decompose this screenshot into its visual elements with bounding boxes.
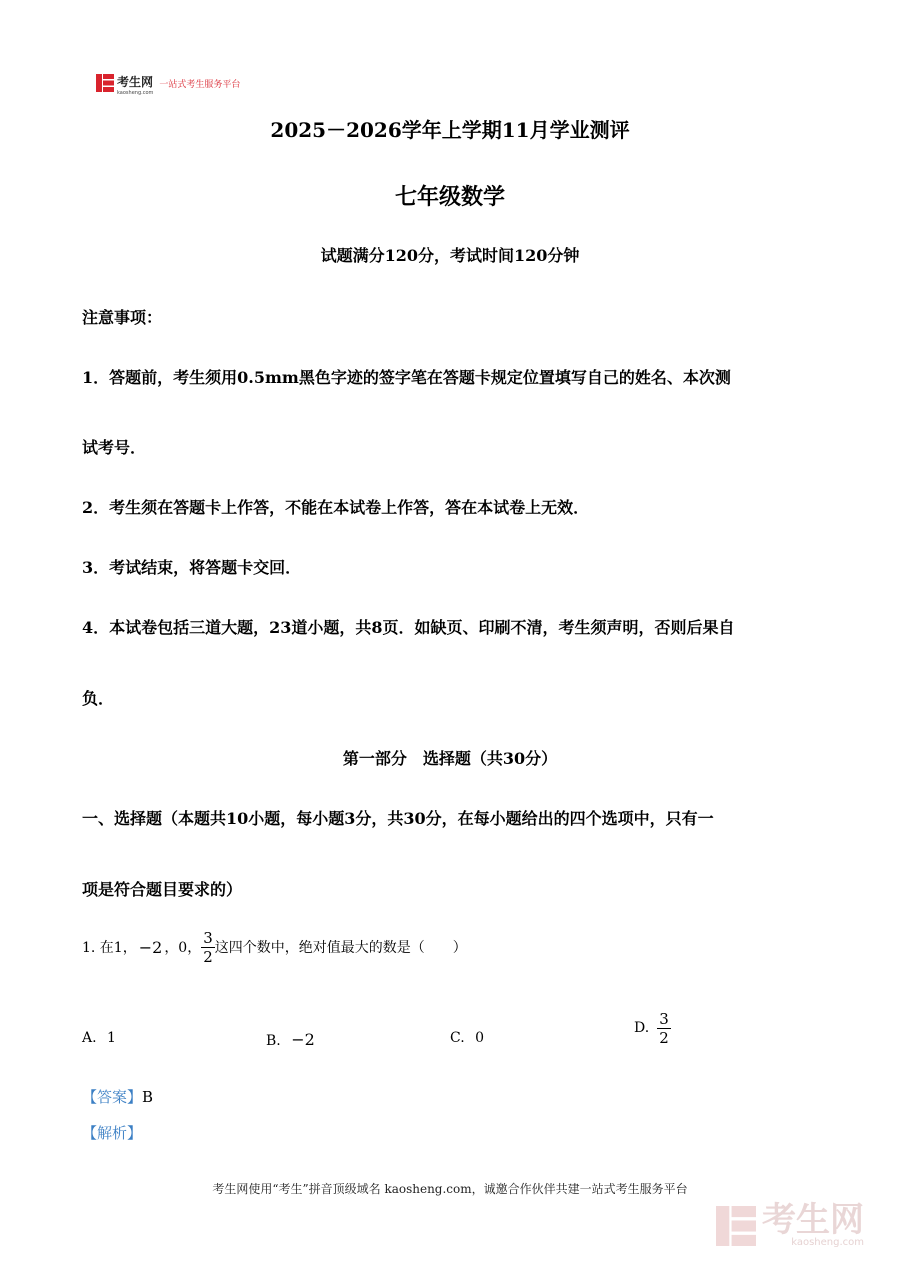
option-value: −2: [291, 1030, 315, 1049]
page-footer: 考生网使用“考生”拼音顶级域名 kaosheng.com，诚邀合作伙伴共建一站式考生服务平台: [212, 1182, 688, 1196]
notice-item: 1．答题前，考生须用0.5mm黑色字迹的签字笔在答题卡规定位置填写自己的姓名、本次测: [82, 368, 731, 387]
option-label: C.: [450, 1030, 465, 1046]
notice-item: 4．本试卷包括三道大题，23道小题，共8页．如缺页、印刷不清，考生须声明，否则后果自: [82, 618, 735, 637]
option-a: [82, 1030, 116, 1046]
logo-domain: kaosheng.com: [117, 89, 154, 96]
exam-info: 试题满分120分，考试时间120分钟: [320, 246, 580, 265]
option-label: A.: [82, 1030, 97, 1046]
question-1: [82, 922, 467, 972]
fraction-numerator: 3: [203, 928, 213, 947]
question-1-suffix: 这四个数中，绝对值最大的数是（ ）: [214, 940, 467, 956]
notice-heading: 注意事项：: [82, 308, 163, 327]
option-d: [634, 1003, 671, 1053]
brand-logo: [96, 72, 240, 94]
part-heading: 第一部分 选择题（共30分）: [342, 749, 558, 768]
question-1-sep: ，0，: [164, 940, 202, 956]
analysis-line: [82, 1122, 142, 1143]
subject-title: 七年级数学: [394, 184, 505, 210]
answer-tag: 【答案】: [82, 1088, 143, 1106]
section-instruction: 一、选择题（本题共10小题，每小题3分，共30分，在每小题给出的四个选项中，只有一: [82, 809, 714, 828]
notice-item: 2．考生须在答题卡上作答，不能在本试卷上作答，答在本试卷上无效．: [82, 498, 590, 517]
watermark-domain: kaosheng.com: [791, 1237, 864, 1248]
option-value: 1: [107, 1030, 116, 1046]
logo-slogan: 一站式考生服务平台: [159, 79, 241, 90]
fraction-denominator: 2: [659, 1028, 669, 1047]
question-1-neg2: −2: [138, 937, 163, 957]
notice-item: 试考号．: [82, 438, 147, 457]
notice-item: 负．: [82, 689, 115, 708]
section-instruction-cont: 项是符合题目要求的）: [82, 880, 243, 899]
notice-item: 3．考试结束，将答题卡交回．: [82, 558, 302, 577]
kaosheng-logo-icon: [96, 74, 114, 92]
exam-title: 2025－2026学年上学期11月学业测评: [270, 118, 630, 142]
watermark-logo-icon: [716, 1206, 756, 1246]
option-label: B.: [266, 1033, 281, 1049]
answer-value: B: [142, 1088, 154, 1106]
option-label: D.: [634, 1020, 650, 1036]
logo-name: 考生网: [117, 74, 154, 89]
watermark-text: 考生网: [762, 1200, 864, 1240]
fraction-denominator: 2: [203, 947, 213, 966]
option-b: [266, 1030, 315, 1049]
question-1-fraction: [201, 929, 215, 966]
watermark: [716, 1200, 864, 1248]
analysis-tag: 【解析】: [82, 1124, 143, 1142]
option-c: [450, 1030, 484, 1046]
fraction-numerator: 3: [659, 1009, 669, 1028]
question-1-prefix: 1. 在1，: [82, 940, 137, 956]
answer-line: [82, 1086, 153, 1107]
option-value: 0: [475, 1030, 485, 1046]
option-d-fraction: [657, 1010, 671, 1047]
